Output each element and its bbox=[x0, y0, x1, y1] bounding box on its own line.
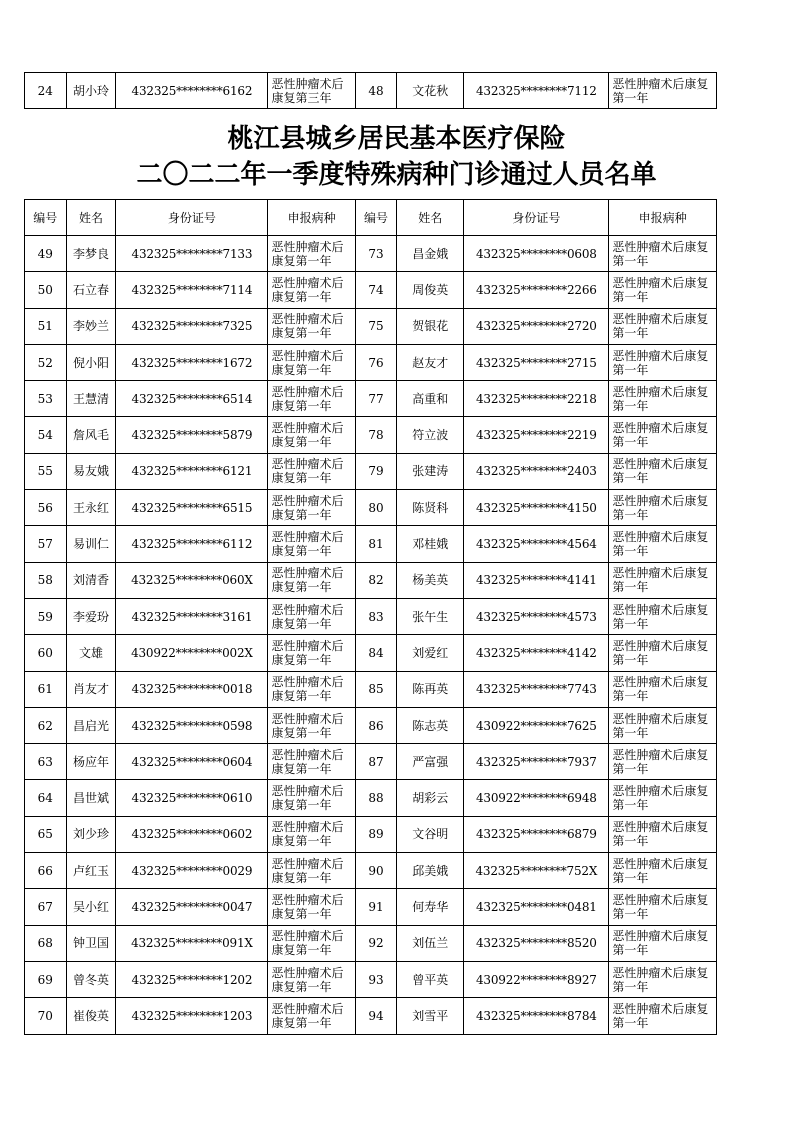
id-number: 432325********0610 bbox=[116, 780, 268, 816]
table-row bbox=[25, 780, 717, 816]
row-number: 56 bbox=[25, 490, 67, 526]
disease-type: 恶性肿瘤术后康复第一年 bbox=[268, 344, 355, 380]
id-number: 432325********7325 bbox=[116, 308, 268, 344]
id-number: 432325********0029 bbox=[116, 853, 268, 889]
id-number: 432325********3161 bbox=[116, 598, 268, 634]
disease-type: 恶性肿瘤术后康复第一年 bbox=[609, 925, 717, 961]
person-name: 刘清香 bbox=[66, 562, 116, 598]
disease-type: 恶性肿瘤术后康复第一年 bbox=[609, 526, 717, 562]
person-name: 赵友才 bbox=[397, 344, 464, 380]
id-number: 432325********091X bbox=[116, 925, 268, 961]
row-number: 52 bbox=[25, 344, 67, 380]
table-row bbox=[25, 889, 717, 925]
table-row bbox=[25, 707, 717, 743]
person-name: 张午生 bbox=[397, 598, 464, 634]
document-title: 桃江县城乡居民基本医疗保险 bbox=[227, 124, 566, 154]
disease-type: 恶性肿瘤术后康复第一年 bbox=[268, 780, 355, 816]
row-number: 62 bbox=[25, 707, 67, 743]
id-number: 432325********2403 bbox=[464, 453, 609, 489]
row-number: 78 bbox=[355, 417, 397, 453]
row-number: 91 bbox=[355, 889, 397, 925]
row-number: 49 bbox=[25, 236, 67, 272]
table-row bbox=[25, 453, 717, 489]
person-name: 卢红玉 bbox=[66, 853, 116, 889]
row-number: 69 bbox=[25, 961, 67, 997]
person-name: 昌启光 bbox=[66, 707, 116, 743]
disease-type: 恶性肿瘤术后康复第一年 bbox=[268, 453, 355, 489]
disease-type: 恶性肿瘤术后康复第一年 bbox=[609, 816, 717, 852]
id-number: 430922********002X bbox=[116, 635, 268, 671]
row-number: 53 bbox=[25, 381, 67, 417]
person-name: 张建涛 bbox=[397, 453, 464, 489]
row-number: 77 bbox=[355, 381, 397, 417]
person-name: 何寿华 bbox=[397, 889, 464, 925]
id-number: 432325********5879 bbox=[116, 417, 268, 453]
person-name: 贺银花 bbox=[397, 308, 464, 344]
person-name: 刘少珍 bbox=[66, 816, 116, 852]
disease-type: 恶性肿瘤术后康复第一年 bbox=[609, 671, 717, 707]
header-number: 编号 bbox=[355, 200, 397, 236]
id-number: 432325********2219 bbox=[464, 417, 609, 453]
row-number: 89 bbox=[355, 816, 397, 852]
table-row bbox=[25, 236, 717, 272]
person-name: 符立波 bbox=[397, 417, 464, 453]
disease-type: 恶性肿瘤术后康复第一年 bbox=[268, 236, 355, 272]
table-row bbox=[25, 744, 717, 780]
person-name: 昌金娥 bbox=[397, 236, 464, 272]
id-number: 432325********1672 bbox=[116, 344, 268, 380]
person-name: 王永红 bbox=[66, 490, 116, 526]
row-number: 92 bbox=[355, 925, 397, 961]
person-name: 王慧清 bbox=[66, 381, 116, 417]
row-number: 84 bbox=[355, 635, 397, 671]
row-number: 90 bbox=[355, 853, 397, 889]
row-number: 85 bbox=[355, 671, 397, 707]
id-number: 432325********0481 bbox=[464, 889, 609, 925]
row-number: 54 bbox=[25, 417, 67, 453]
table-row bbox=[25, 490, 717, 526]
disease-type: 恶性肿瘤术后康复第一年 bbox=[609, 272, 717, 308]
id-number: 432325********4564 bbox=[464, 526, 609, 562]
person-name: 李爱玢 bbox=[66, 598, 116, 634]
row-number: 74 bbox=[355, 272, 397, 308]
header-id: 身份证号 bbox=[464, 200, 609, 236]
id-number: 432325********7743 bbox=[464, 671, 609, 707]
id-number: 432325********0018 bbox=[116, 671, 268, 707]
table-row bbox=[25, 562, 717, 598]
row-number: 66 bbox=[25, 853, 67, 889]
person-name: 陈贤科 bbox=[397, 490, 464, 526]
table-row bbox=[25, 344, 717, 380]
id-number: 432325********7937 bbox=[464, 744, 609, 780]
disease-type: 恶性肿瘤术后康复第一年 bbox=[268, 961, 355, 997]
row-number: 82 bbox=[355, 562, 397, 598]
header-number: 编号 bbox=[25, 200, 67, 236]
disease-type: 恶性肿瘤术后康复第一年 bbox=[268, 635, 355, 671]
person-name: 易友娥 bbox=[66, 453, 116, 489]
person-name: 钟卫国 bbox=[66, 925, 116, 961]
row-number: 60 bbox=[25, 635, 67, 671]
header-id: 身份证号 bbox=[116, 200, 268, 236]
person-name: 邓桂娥 bbox=[397, 526, 464, 562]
person-name: 肖友才 bbox=[66, 671, 116, 707]
id-number: 432325********7112 bbox=[464, 73, 609, 109]
person-name: 易训仁 bbox=[66, 526, 116, 562]
person-name: 倪小阳 bbox=[66, 344, 116, 380]
id-number: 432325********0608 bbox=[464, 236, 609, 272]
id-number: 432325********6514 bbox=[116, 381, 268, 417]
row-number: 86 bbox=[355, 707, 397, 743]
disease-type: 恶性肿瘤术后康复第一年 bbox=[609, 853, 717, 889]
header-disease: 申报病种 bbox=[609, 200, 717, 236]
table-row bbox=[25, 598, 717, 634]
id-number: 432325********1202 bbox=[116, 961, 268, 997]
table-row bbox=[25, 635, 717, 671]
id-number: 432325********060X bbox=[116, 562, 268, 598]
id-number: 432325********752X bbox=[464, 853, 609, 889]
disease-type: 恶性肿瘤术后康复第一年 bbox=[268, 526, 355, 562]
document-subtitle: 二〇二二年一季度特殊病种门诊通过人员名单 bbox=[136, 160, 657, 190]
disease-type: 恶性肿瘤术后康复第一年 bbox=[609, 417, 717, 453]
person-name: 曾冬英 bbox=[66, 961, 116, 997]
person-name: 文雄 bbox=[66, 635, 116, 671]
person-name: 刘爱红 bbox=[397, 635, 464, 671]
roster-table bbox=[24, 199, 717, 1035]
disease-type: 恶性肿瘤术后康复第一年 bbox=[268, 308, 355, 344]
row-number: 70 bbox=[25, 998, 67, 1034]
disease-type: 恶性肿瘤术后康复第一年 bbox=[268, 598, 355, 634]
disease-type: 恶性肿瘤术后康复第一年 bbox=[609, 381, 717, 417]
disease-type: 恶性肿瘤术后康复第一年 bbox=[268, 417, 355, 453]
person-name: 陈再英 bbox=[397, 671, 464, 707]
row-number: 88 bbox=[355, 780, 397, 816]
row-number: 67 bbox=[25, 889, 67, 925]
header-name: 姓名 bbox=[66, 200, 116, 236]
disease-type: 恶性肿瘤术后康复第一年 bbox=[268, 562, 355, 598]
person-name: 刘伍兰 bbox=[397, 925, 464, 961]
disease-type: 恶性肿瘤术后康复第一年 bbox=[609, 707, 717, 743]
id-number: 432325********4150 bbox=[464, 490, 609, 526]
person-name: 吴小红 bbox=[66, 889, 116, 925]
id-number: 432325********0047 bbox=[116, 889, 268, 925]
person-name: 李妙兰 bbox=[66, 308, 116, 344]
disease-type: 恶性肿瘤术后康复第一年 bbox=[268, 744, 355, 780]
disease-type: 恶性肿瘤术后康复第一年 bbox=[609, 961, 717, 997]
id-number: 432325********0604 bbox=[116, 744, 268, 780]
table-row bbox=[25, 73, 717, 109]
row-number: 48 bbox=[355, 73, 397, 109]
person-name: 昌世斌 bbox=[66, 780, 116, 816]
person-name: 陈志英 bbox=[397, 707, 464, 743]
disease-type: 恶性肿瘤术后康复第一年 bbox=[609, 236, 717, 272]
disease-type: 恶性肿瘤术后康复第一年 bbox=[268, 707, 355, 743]
person-name: 文谷明 bbox=[397, 816, 464, 852]
disease-type: 恶性肿瘤术后康复第一年 bbox=[609, 453, 717, 489]
row-number: 57 bbox=[25, 526, 67, 562]
row-number: 80 bbox=[355, 490, 397, 526]
id-number: 432325********4141 bbox=[464, 562, 609, 598]
id-number: 430922********6948 bbox=[464, 780, 609, 816]
id-number: 432325********6112 bbox=[116, 526, 268, 562]
disease-type: 恶性肿瘤术后康复第一年 bbox=[609, 73, 717, 109]
table-row bbox=[25, 526, 717, 562]
row-number: 59 bbox=[25, 598, 67, 634]
table-row bbox=[25, 671, 717, 707]
id-number: 432325********2266 bbox=[464, 272, 609, 308]
disease-type: 恶性肿瘤术后康复第一年 bbox=[268, 889, 355, 925]
person-name: 胡彩云 bbox=[397, 780, 464, 816]
id-number: 432325********1203 bbox=[116, 998, 268, 1034]
disease-type: 恶性肿瘤术后康复第一年 bbox=[609, 490, 717, 526]
disease-type: 恶性肿瘤术后康复第一年 bbox=[268, 925, 355, 961]
continued-table bbox=[24, 72, 717, 109]
row-number: 61 bbox=[25, 671, 67, 707]
id-number: 432325********7133 bbox=[116, 236, 268, 272]
disease-type: 恶性肿瘤术后康复第一年 bbox=[609, 889, 717, 925]
disease-type: 恶性肿瘤术后康复第一年 bbox=[268, 671, 355, 707]
id-number: 432325********2218 bbox=[464, 381, 609, 417]
id-number: 432325********6879 bbox=[464, 816, 609, 852]
table-row bbox=[25, 961, 717, 997]
row-number: 63 bbox=[25, 744, 67, 780]
person-name: 邱美娥 bbox=[397, 853, 464, 889]
disease-type: 恶性肿瘤术后康复第一年 bbox=[268, 816, 355, 852]
person-name: 杨美英 bbox=[397, 562, 464, 598]
row-number: 50 bbox=[25, 272, 67, 308]
id-number: 432325********6515 bbox=[116, 490, 268, 526]
disease-type: 恶性肿瘤术后康复第一年 bbox=[268, 381, 355, 417]
disease-type: 恶性肿瘤术后康复第一年 bbox=[609, 562, 717, 598]
person-name: 李梦良 bbox=[66, 236, 116, 272]
id-number: 432325********0598 bbox=[116, 707, 268, 743]
person-name: 高重和 bbox=[397, 381, 464, 417]
row-number: 87 bbox=[355, 744, 397, 780]
disease-type: 恶性肿瘤术后康复第一年 bbox=[609, 308, 717, 344]
table-row bbox=[25, 853, 717, 889]
table-row bbox=[25, 308, 717, 344]
disease-type: 恶性肿瘤术后康复第一年 bbox=[268, 998, 355, 1034]
disease-type: 恶性肿瘤术后康复第一年 bbox=[609, 780, 717, 816]
disease-type: 恶性肿瘤术后康复第三年 bbox=[268, 73, 355, 109]
id-number: 432325********6162 bbox=[116, 73, 268, 109]
table-row bbox=[25, 417, 717, 453]
id-number: 432325********4573 bbox=[464, 598, 609, 634]
person-name: 严富强 bbox=[397, 744, 464, 780]
row-number: 64 bbox=[25, 780, 67, 816]
row-number: 79 bbox=[355, 453, 397, 489]
row-number: 83 bbox=[355, 598, 397, 634]
id-number: 432325********8520 bbox=[464, 925, 609, 961]
row-number: 81 bbox=[355, 526, 397, 562]
header-disease: 申报病种 bbox=[268, 200, 355, 236]
header-row bbox=[25, 200, 717, 236]
disease-type: 恶性肿瘤术后康复第一年 bbox=[609, 744, 717, 780]
table-row bbox=[25, 998, 717, 1034]
row-number: 24 bbox=[25, 73, 67, 109]
id-number: 432325********2720 bbox=[464, 308, 609, 344]
person-name: 崔俊英 bbox=[66, 998, 116, 1034]
disease-type: 恶性肿瘤术后康复第一年 bbox=[609, 344, 717, 380]
person-name: 周俊英 bbox=[397, 272, 464, 308]
id-number: 430922********7625 bbox=[464, 707, 609, 743]
person-name: 石立春 bbox=[66, 272, 116, 308]
row-number: 94 bbox=[355, 998, 397, 1034]
id-number: 432325********8784 bbox=[464, 998, 609, 1034]
id-number: 432325********4142 bbox=[464, 635, 609, 671]
table-row bbox=[25, 381, 717, 417]
row-number: 75 bbox=[355, 308, 397, 344]
id-number: 432325********2715 bbox=[464, 344, 609, 380]
row-number: 55 bbox=[25, 453, 67, 489]
person-name: 刘雪平 bbox=[397, 998, 464, 1034]
disease-type: 恶性肿瘤术后康复第一年 bbox=[609, 998, 717, 1034]
person-name: 胡小玲 bbox=[66, 73, 116, 109]
table-row bbox=[25, 272, 717, 308]
disease-type: 恶性肿瘤术后康复第一年 bbox=[268, 490, 355, 526]
person-name: 文花秋 bbox=[397, 73, 464, 109]
id-number: 432325********0602 bbox=[116, 816, 268, 852]
disease-type: 恶性肿瘤术后康复第一年 bbox=[268, 272, 355, 308]
row-number: 58 bbox=[25, 562, 67, 598]
row-number: 93 bbox=[355, 961, 397, 997]
row-number: 76 bbox=[355, 344, 397, 380]
id-number: 432325********6121 bbox=[116, 453, 268, 489]
header-name: 姓名 bbox=[397, 200, 464, 236]
row-number: 73 bbox=[355, 236, 397, 272]
table-row bbox=[25, 925, 717, 961]
id-number: 430922********8927 bbox=[464, 961, 609, 997]
disease-type: 恶性肿瘤术后康复第一年 bbox=[609, 635, 717, 671]
row-number: 68 bbox=[25, 925, 67, 961]
person-name: 曾平英 bbox=[397, 961, 464, 997]
person-name: 杨应年 bbox=[66, 744, 116, 780]
person-name: 詹风毛 bbox=[66, 417, 116, 453]
disease-type: 恶性肿瘤术后康复第一年 bbox=[268, 853, 355, 889]
table-row bbox=[25, 816, 717, 852]
id-number: 432325********7114 bbox=[116, 272, 268, 308]
disease-type: 恶性肿瘤术后康复第一年 bbox=[609, 598, 717, 634]
row-number: 65 bbox=[25, 816, 67, 852]
row-number: 51 bbox=[25, 308, 67, 344]
